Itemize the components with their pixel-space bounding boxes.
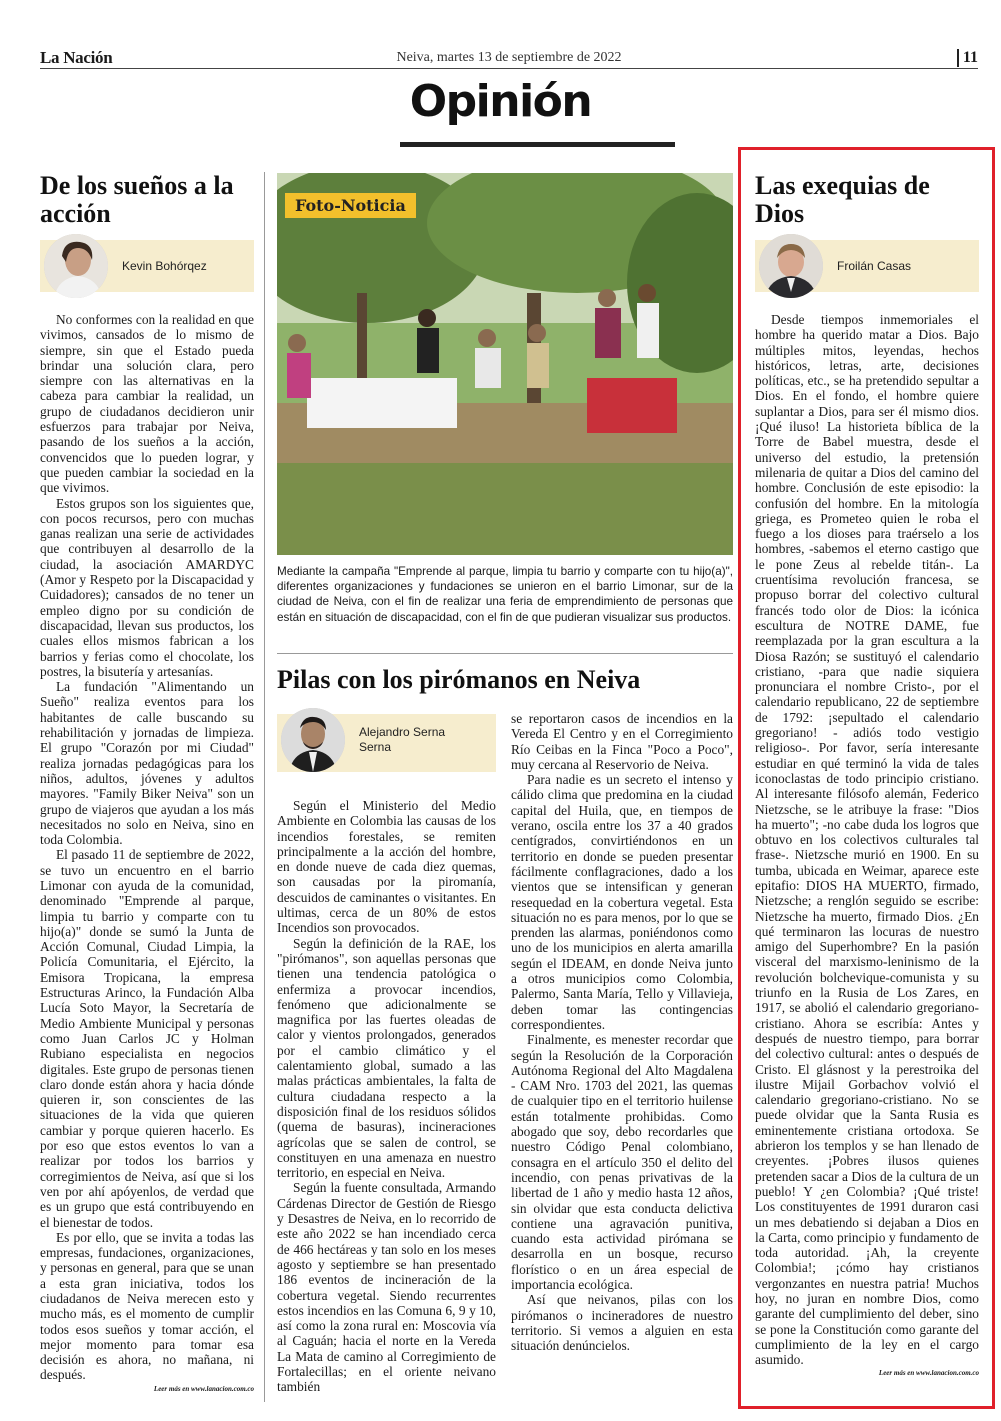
paragraph: No conformes con la realidad en que vivimos, cansados de lo mismo de siempre, sin que el Estado pueda brindar una solución clara, pero siempre con las alternativas en la cabeza para cambiar la realidad, un grupo de ciudadanos decidieron unir esfuerzos para trabajar por Neiva, pasando de los sueños a la acción, convencidos que lo pueden lograr, y que pueden cambiar la sociedad en la que vivimos. bbox=[40, 312, 254, 496]
article-piromanos bbox=[277, 666, 733, 694]
byline bbox=[277, 714, 496, 772]
article-suenos bbox=[40, 172, 254, 1393]
photo-caption: Mediante la campaña "Emprende al parque, limpia tu barrio y comparte con tu hijo(a)", diferentes organizaciones y fundaciones se unieron en el barrio Limonar, sur de la ciudad de Neiva, con el fin de realizar una feria de emprendimiento de personas que están en situación de discapacidad, con el fin de que pudieran visualizar sus productos. bbox=[277, 565, 733, 624]
author-photo bbox=[44, 234, 108, 298]
author-name: Kevin Bohórqez bbox=[122, 258, 207, 273]
paragraph: Estos grupos son los siguientes que, con pocos recursos, pero con muchas ganas realizan una serie de actividades que contribuyen al desarrollo de la ciudad, la asociación AMARDYC (Amor y Respeto por la Discapacidad y Cuidadores); cansados de no tener un empleo digno por su condición de discapacidad, llevan sus productos, los cuales ellos mismos fabrican a los barrios y ferias como el chocolate, los postres, la bisutería y artesanías. bbox=[40, 495, 254, 679]
author-photo bbox=[281, 708, 345, 772]
author-photo bbox=[759, 234, 823, 298]
paragraph: La fundación "Alimentando un Sueño" realiza eventos para los habitantes de calle buscando su rehabilitación y jornadas de limpieza. El grupo "Corazón por mi Ciudad" realiza jornadas pedagógicas para los niños, adultos, jóvenes y adultos mayores. "Family Biker Neiva" son un grupo de viajeros que ayudan a los más necesitados no solo en Neiva, sino en toda Colombia. bbox=[40, 679, 254, 848]
newspaper-logo: La Nación bbox=[40, 48, 113, 67]
article-body bbox=[40, 312, 254, 1383]
section-rule bbox=[400, 142, 675, 147]
paragraph: Para nadie es un secreto el intenso y cálido clima que predomina en la ciudad capital del Huila, que, en tiempos de verano, oscila entre los 37 a 40 grados centígrados, convirtiéndonos en un territorio en donde se pueden presentar fácilmente conflagraciones, dado a los vientos que se intensifican y generan resequedad en la cobertura vegetal. Esta situación no es para menos, por lo que se prenden las alarmas, poniéndonos como uno de los municipios en alerta amarilla según el IDEAM, en donde Neiva junto a otros municipios como Colombia, Palermo, Santa María, Tello y Villavieja, deben tomar las contingencias correspondientes. bbox=[511, 772, 733, 1032]
byline bbox=[40, 240, 254, 292]
article-piromanos-left bbox=[277, 714, 496, 1395]
article-headline: Las exequias de Dios bbox=[755, 171, 930, 228]
page-number: 11 bbox=[957, 49, 978, 67]
paragraph: Según la definición de la RAE, los "pirómanos", son aquellas personas que tienen una tendencia patológica o enfermiza a provocar incendios, fenómeno que adicionalmente se magnifica por las fuertes oleadas de calor y vientos prolongados, generados por el cambio climático y el calentamiento global, sumado a las malas prácticas ambientales, la falta de cultura ciudadana respecto a la disposición final de los residuos sólidos (quema de basuras), incineraciones agrícolas que se salen de control, se constituyen en una amenaza en nuestro territorio, en especial en Neiva. bbox=[277, 935, 496, 1181]
article-exequias bbox=[755, 172, 979, 1377]
paragraph: Según la fuente consultada, Armando Cárdenas Director de Gestión de Riesgo y Desastres de Neiva, en lo recorrido de este año 2022 se han incendiado cerca de 466 hectáreas y tan solo en los meses agosto y septiembre se han presentado 186 eventos de incineración de la cobertura vegetal. Siendo recurrentes estos incendios en las Comuna 6, 9 y 10, así como la zona rural en: Moscovia vía al Caguán; hacia el norte en la Vereda La Mata de camino al Corregimiento de Fortalecillas; en el oriente neivano también bbox=[277, 1180, 496, 1395]
section-title: Opinión bbox=[409, 76, 592, 127]
column-divider bbox=[264, 172, 265, 1402]
masthead bbox=[40, 48, 978, 70]
article-headline: De los sueños a la acción bbox=[40, 171, 234, 228]
paragraph: Desde tiempos inmemoriales el hombre ha querido matar a Dios. Bajo múltiples mitos, leyendas, hechos históricos, letras, arte, decisiones políticas, etc., se ha pretendido sepultar a Dios. En el fondo, el hombre quiere suplantar a Dios, para ser él mismo dios. ¡Qué iluso! La historieta bíblica de la Torre de Babel muestra, desde el universo del estudio, la pretensión milenaria de quitar a Dios del camino del hombre. Conclusión de este episodio: la confusión del hombre. En la mitología griega, es Prometeo quien le roba el fuego a los dioses para traérselo a los hombres, -sabemos el eterno castigo que le pone Zeus al rebelde titán-. La cruentísima revolución francesa, se propuso borrar del colectivo cultural francés todo olor de Dios: la icónica escultura de NOTRE DAME, fue reemplazada por la gran escultura a la Diosa Razón; se sustituyó el calendario cristiano, -para que nadie siquiera pronunciara el nombre Cristo-, por el calendario republicano, 22 de septiembre de 1792: ¡sepultado el calendario gregoriano! - adiós todo vestigio religioso-. Por favor, sería interesante estudiar en qué terminó la vida de tales iconoclastas de todo principio cristiano. Al interesante filósofo alemán, Federico Nietzsche, se le atribuye la frase: "Dios ha muerto"; -no cabe duda los logros que obtuvo en los colectivos culturales tal frase-. Nietzsche murió en 1900. En su tumba, ubicada en Weimar, aparece este epitafio: DIOS HA MUERTO, firmado, Nietzsche; a renglón seguido se escribe: Nietzsche ha muerto, firmado Dios. ¿En qué terminaron las locuras de nuestro amigo del Superhombre? En la pasión visceral del marxismo-leninismo de la revolución bolchevique-comunista y su triunfo en la Rusia de Los Zares, en 1917, se abolió el calendario gregoriano-cristiano. Ahora se escribía: Antes y después de nuestro tiempo, para borrar del colectivo cultural: antes o después de Cristo. El glásnost y la perestroika del ilustre Mijail Gorbachov volvió el calendario gregoriano-cristiano. No se puede olvidar que la Santa Rusia es eminentemente cristiana ortodoxa. Se abrieron los templos y se han llenado de creyentes. ¡Pobres ilusos quienes pretenden sacar a Dios de la cultura de un pueblo! Y ¿en Colombia? ¡Qué triste! Los constituyentes de 1991 duraron casi un mes debatiendo si dejaban a Dios en la Carta, como principio y fundamento de toda autoridad. ¡Ah, la creyente Colombia!; ¡cómo hay cristianos vergonzantes en nuestra patria! Muchos hoy, no juran en nombre Dios, como garante del cumplimiento del deber, sino se pone la Constitución como garante del cumplimiento de la ley en el cargo asumido. bbox=[755, 312, 979, 1368]
article-body bbox=[755, 312, 979, 1367]
news-photo bbox=[277, 173, 733, 555]
masthead-rule bbox=[40, 68, 978, 69]
paragraph: El pasado 11 de septiembre de 2022, se tuvo un encuentro en el barrio Limonar con ayuda de la comunidad, denominado "Emprende al parque, limpia tu barrio y comparte con tu hijo(a)" donde se sumó la Junta de Acción Comunal, Ciudad Limpia, la Policía Comunitaria, el Ejército, la Emisora Tropicana, la empresa Estructuras Arinco, la Fundación Alba Lucía Soto Mayor, la Secretaría de Medio Ambiente Municipal y personas como Juan Carlos JC y Holman Rubiano especialista en negocios digitales. Este grupo de personas tienen claro donde están ahora y hacia dónde quieren ir, son conscientes de las situaciones de la vida que quieren cambiar y porque quieren hacerlo. Es por eso que estos eventos lo van a realizar por todos los barrios y corregimientos de Neiva, así que si los ven por ahí apóyenlos, de verdad que es un grupo que está contribuyendo en el bienestar de todos. bbox=[40, 847, 254, 1230]
paragraph: se reportaron casos de incendios en la Vereda El Centro y en el Corregimiento Río Ceibas en la Finca "Poco a Poco", muy cercana al Reservorio de Neiva. bbox=[511, 711, 733, 772]
author-name: Froilán Casas bbox=[837, 258, 912, 273]
article-piromanos-right bbox=[511, 711, 733, 1353]
paragraph: Según el Ministerio del Medio Ambiente en Colombia las causas de los incendios forestales, se remiten principalmente a la acción del hombre, en donde nueve de cada diez quemas, son causadas por la piromanía, descuidos de caminantes o visitantes. En ultimas, cerca de un 80% de estos Incendios son provocados. bbox=[277, 798, 496, 936]
article-headline: Pilas con los pirómanos en Neiva bbox=[277, 665, 641, 694]
photo-news-tag: Foto-Noticia bbox=[285, 193, 416, 218]
dateline: Neiva, martes 13 de septiembre de 2022 bbox=[396, 50, 622, 65]
article-body bbox=[511, 711, 733, 1353]
paragraph: Finalmente, es menester recordar que según la Resolución de la Corporación Autónoma Regional del Alto Magdalena - CAM Nro. 1703 del 2021, las quemas de cualquier tipo en el territorio huilense están totalmente prohibidas. Como abogado que soy, debo recordarles que nuestro Código Penal colombiano, consagra en el artículo 350 el delito del incendio, con penas privativas de la libertad de 1 año y medio hasta 12 años, sin olvidar que esta conducta delictiva contiene una agravación punitiva, cuando esta actividad pirómana se desarrolla en un bosque, recurso florístico o en un área especial de importancia ecológica. bbox=[511, 1032, 733, 1292]
article-body bbox=[277, 798, 496, 1395]
section-divider bbox=[277, 653, 733, 654]
paragraph: Así que neivanos, pilas con los pirómanos o incineradores de nuestro territorio. Si vemos a alguien en esta situación denúncielos. bbox=[511, 1292, 733, 1354]
read-more-link[interactable]: Leer más en www.lanacion.com.co bbox=[153, 1384, 254, 1393]
author-name: Alejandro Serna Serna bbox=[359, 725, 446, 754]
read-more-link[interactable]: Leer más en www.lanacion.com.co bbox=[878, 1369, 979, 1378]
byline bbox=[755, 240, 979, 292]
paragraph: Es por ello, que se invita a todas las empresas, fundaciones, organizaciones, y personas en general, para que se unan a esta gran iniciativa, todos los ciudadanos de Neiva merecen esto y mucho más, es el momento de cumplir todos esos sueños y tomar acción, el mejor momento para tomar esa decisión es ahora, no mañana, ni después. bbox=[40, 1229, 254, 1383]
